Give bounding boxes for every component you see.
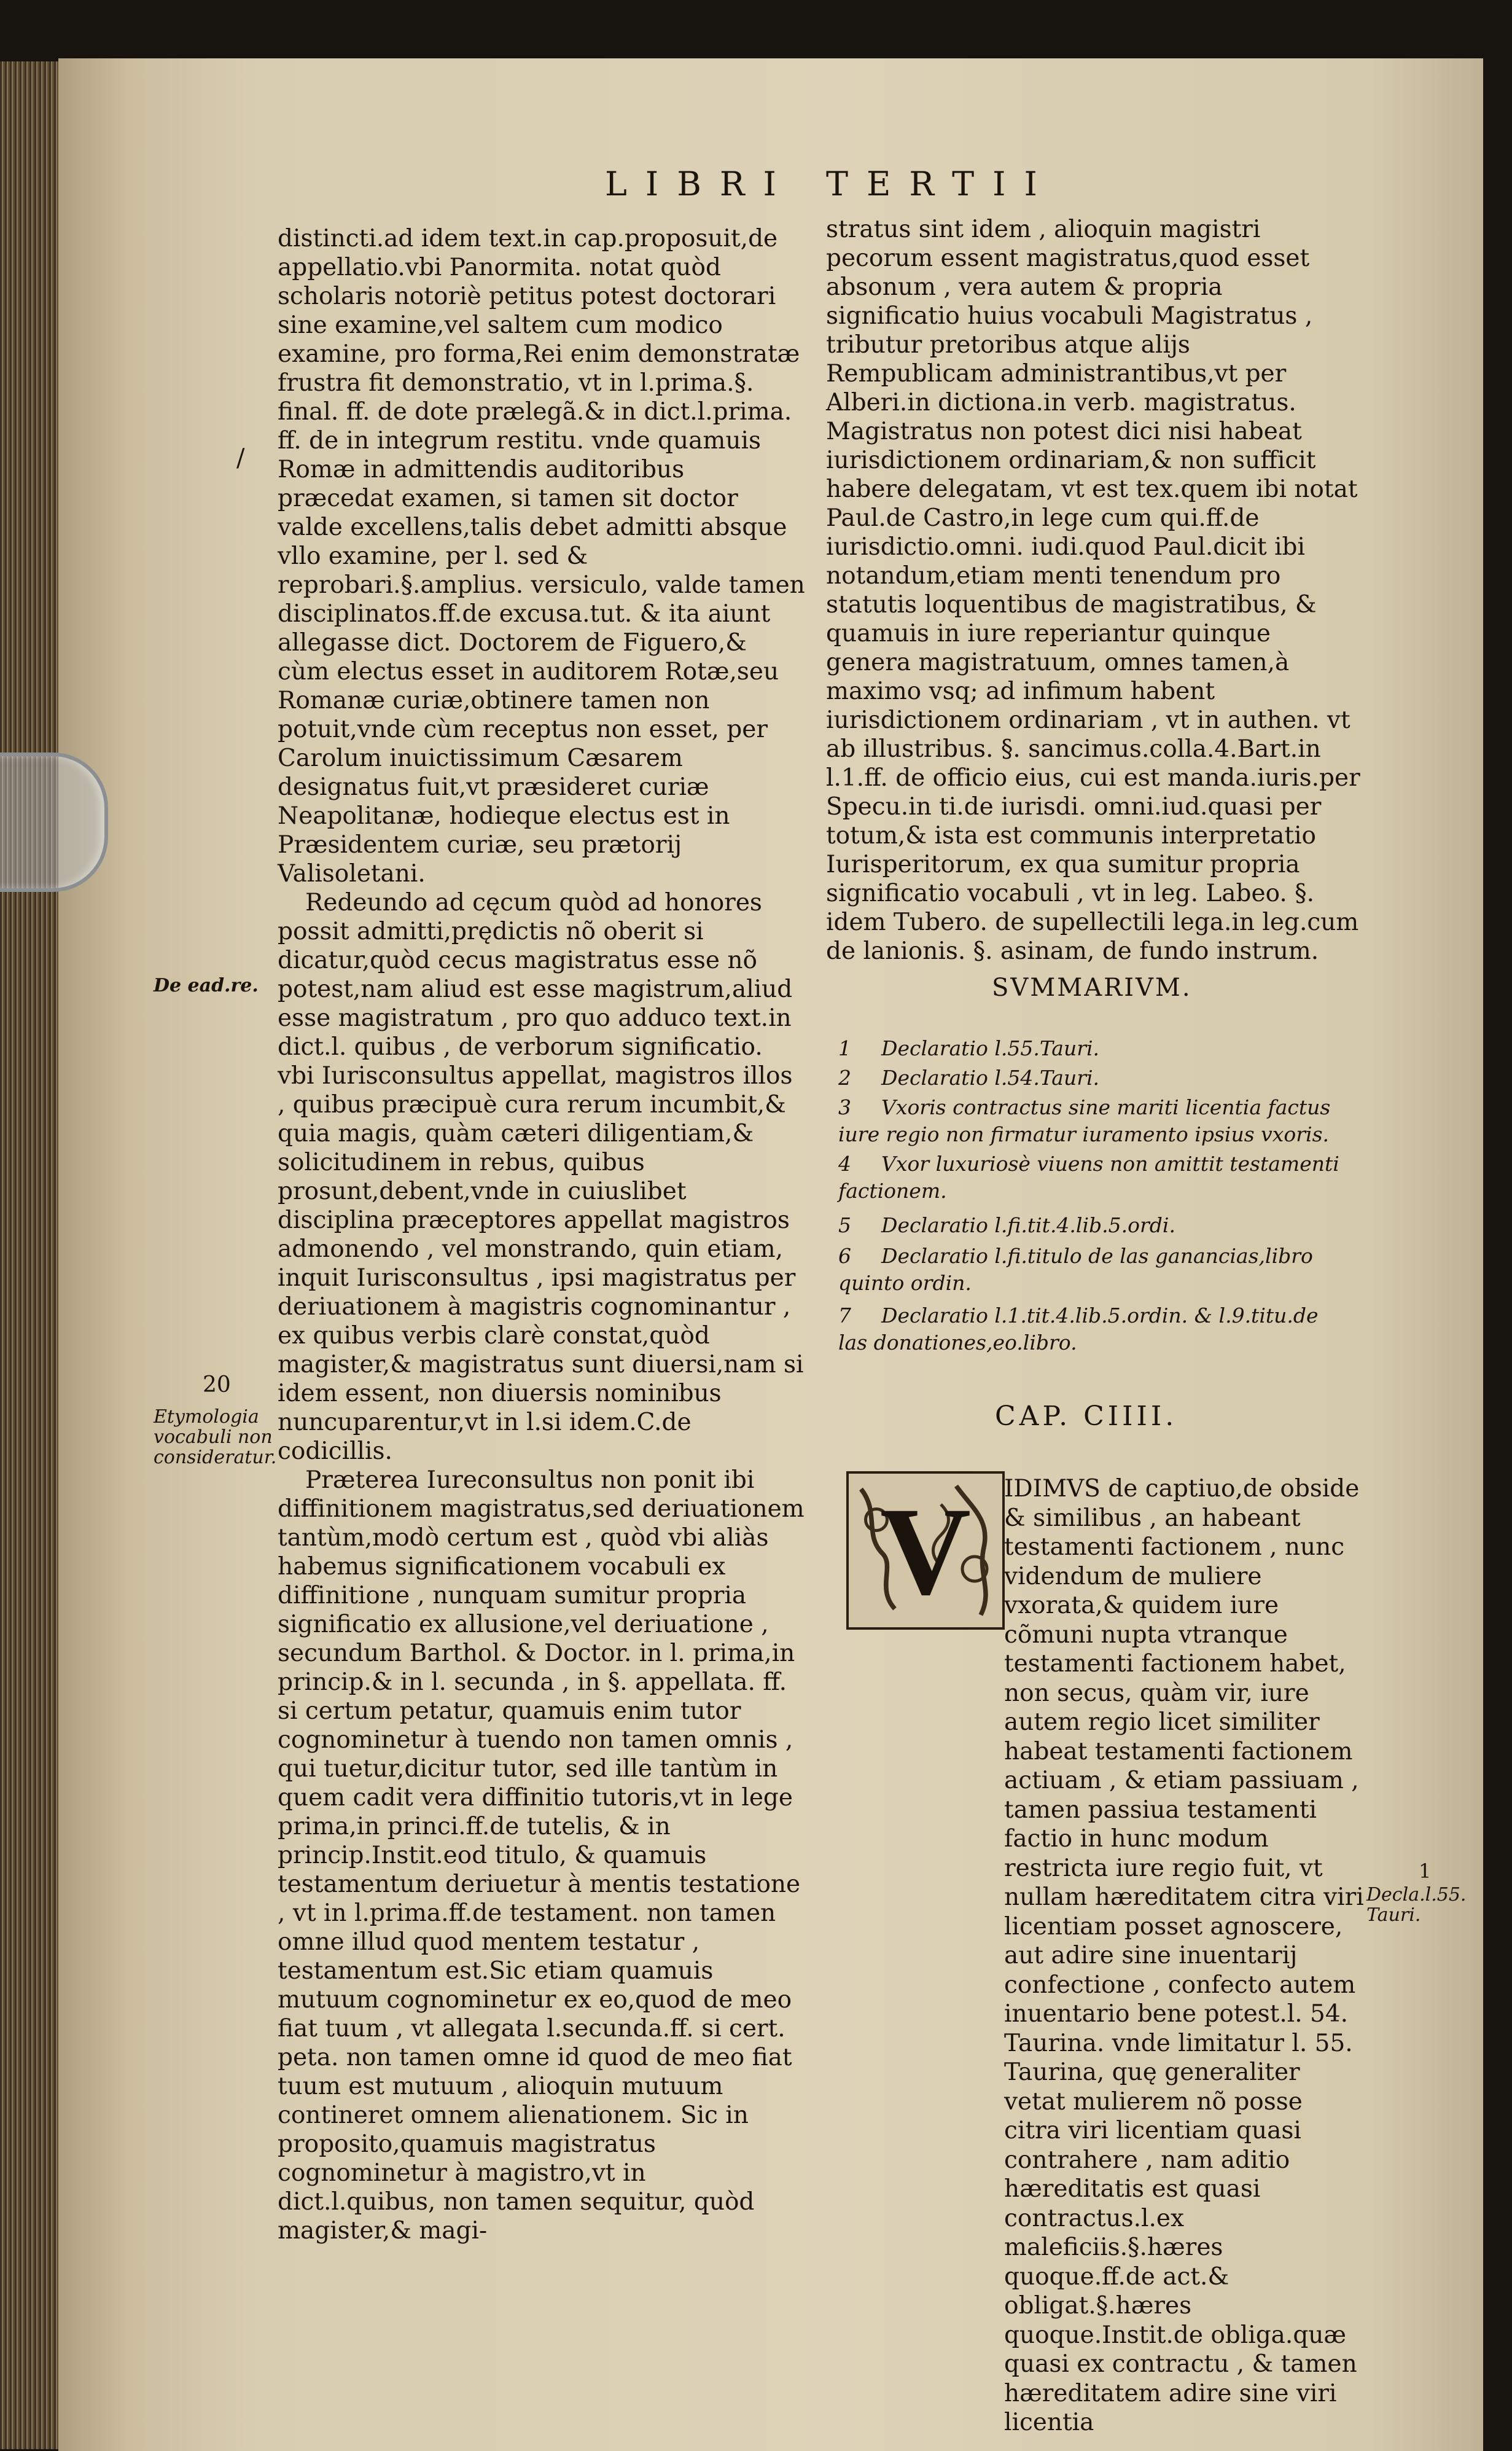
summary-item-number: 1 [838,1036,851,1060]
summary-item-text: Declaratio l.55.Tauri. [881,1036,1100,1060]
summary-item-number: 3 [838,1095,851,1119]
summary-item [838,1035,1342,1062]
summary-item [838,1094,1342,1148]
left-paragraph-1: distincti.ad idem text.in cap.proposuit,de appellatio.vbi Panormita. notat quòd scholaris notoriè petitus potest doctorari sine examine,vel saltem cum modico examine, pro forma,Rei enim demonstratæ frustra fit demonstratio, vt in l.prima.§. final. ff. de dote prælegã.& in dict.l.prima. ff. de in integrum restitu. vnde quamuis Romæ in admittendis auditoribus præcedat examen, si tamen sit doctor valde excellens,talis debet admitti absque vllo examine, per l. sed & reprobari.§.amplius. versiculo, valde tamen disciplinatos.ff.de excusa.tut. & ita aiunt allegasse dict. Doctorem de Figuero,& cùm electus esset in auditorem Rotæ,seu Romanæ curiæ,obtinere tamen non potuit,vnde cùm receptus non esset, per Carolum inuictissimum Cæsarem designatus fuit,vt præsideret curiæ Neapolitanæ, hodieque electus est in Præsidentem curiæ, seu prætorij Valisoletani. [278,225,805,888]
running-head-right: TERTII [826,165,1056,203]
summary-item-number: 4 [838,1152,851,1176]
metal-clip [0,752,108,892]
chapter-title: CAP. CIIII. [995,1401,1178,1432]
margin-note-decla-number: 1 [1419,1859,1432,1883]
left-column [278,224,806,2245]
summary-item [838,1243,1342,1297]
margin-note-etymologia: Etymologia vocabuli non consideratur. [154,1406,277,1468]
summary-item-text: Declaratio l.1.tit.4.lib.5.ordin. & l.9.titu.de las donationes,eo.libro. [838,1304,1319,1354]
left-paragraph-3: Præterea Iureconsultus non ponit ibi diffinitionem magistratus,sed deriuationem tantùm,modò certum est , quòd vbi aliàs habemus significationem vocabuli ex diffinitione , nunquam sumitur propria significatio ex allusione,vel deriuatione , secundum Barthol. & Doctor. in l. prima,in princip.& in l. secunda , in §. appellata. ff. si certum petatur, quamuis enim tutor cognominetur à tuendo non tamen omnis , qui tuetur,dicitur tutor, sed ille tantùm in quem cadit vera diffinitio tutoris,vt in lege prima,in princi.ff.de tutelis, & in princip.Instit.eod titulo, & quamuis testamentum deriuetur à mentis testatione , vt in l.prima.ff.de testament. non tamen omne illud quod mentem testatur , testamentum est.Sic etiam quamuis mutuum cognominetur ex eo,quod de meo fiat tuum , vt allegata l.secunda.ff. si cert. peta. non tamen omne id quod de meo fiat tuum est mutuum , alioquin mutuum contineret omnem alienationem. Sic in proposito,quamuis magistratus cognominetur à magistro,vt in dict.l.quibus, non tamen sequitur, quòd magister,& magi- [278,1466,805,2245]
chapter-opening: IDIMVS de captiuo,de obside & similibus , an habeant testamenti factionem , nunc videndum de muliere vxorata,& quidem iure cõmuni nupta vtranque testamenti factionem habet, non secus, quàm vir, iure autem regio licet similiter habeat testamenti factionem actiuam , & etiam passiuam , tamen passiua testamenti factio in hunc modum restricta iure regio fuit, vt nullam hæreditatem citra viri licentiam posset agnoscere, aut adire sine inuentarij confectione , confecto autem inuentario bene potest.l. 54. Taurina. vnde limitatur l. 55. Taurina, quę generaliter vetat mulierem nõ posse citra viri licentiam quasi contrahere , nam aditio hæreditatis est quasi contractus.l.ex maleficiis.§.hæres quoque.ff.de act.& obligat.§.hæres quoque.Instit.de obliga.quæ quasi ex contractu , & tamen hæreditatem adire sine viri licentia [1004,1475,1364,2436]
summary-item-text: Vxor luxuriosè viuens non amittit testamenti factionem. [838,1152,1339,1203]
summary-item-number: 6 [838,1244,851,1268]
summary-item-text: Declaratio l.fi.tit.4.lib.5.ordi. [881,1213,1175,1237]
margin-note-de-ead-re: De ead.re. [154,975,259,996]
right-column [826,215,1360,966]
running-head-left: LIBRI [605,165,795,203]
left-paragraph-2: Redeundo ad cęcum quòd ad honores possit admitti,prędictis nõ oberit si dicatur,quòd cecus magistratus esse nõ potest,nam aliud est esse magistrum,aliud esse magistratum , pro quo adduco text.in dict.l. quibus , de verborum significatio. vbi Iurisconsultus appellat, magistros illos , quibus præcipuè cura rerum incumbit,& quia magis, quàm cæteri diligentiam,& solicitudinem in rebus, quibus prosunt,debent,vnde in cuiuslibet disciplina præceptores appellat magistros admonendo , vel monstrando, quin etiam, inquit Iurisconsultus , ipsi magistratus per deriuationem à magistris cognominantur , ex quibus verbis clarè constat,quòd magister,& magistratus sunt diuersi,nam si idem essent, non diuersis nominibus nuncuparentur,vt in l.si idem.C.de codicillis. [278,889,804,1465]
summary-item-number: 5 [838,1213,851,1237]
margin-note-number-20: 20 [203,1372,231,1398]
margin-tick-mark: / [236,444,245,472]
summary-item [838,1151,1342,1205]
summary-item [838,1065,1342,1092]
summary-title: SVMMARIVM. [992,974,1192,1002]
margin-note-decla: Decla.l.55. Tauri. [1366,1884,1467,1926]
summary-item-text: Vxoris contractus sine mariti licentia factus iure regio non firmatur iuramento ipsius vxoris. [838,1095,1331,1146]
summary-item-number: 2 [838,1066,851,1090]
initial-letter: V [879,1482,972,1621]
summary-item [838,1302,1342,1356]
summary-item-number: 7 [838,1304,851,1327]
summary-item-text: Declaratio l.54.Tauri. [881,1066,1100,1090]
summary-item-text: Declaratio l.fi.titulo de las ganancias,libro quinto ordin. [838,1244,1313,1295]
right-paragraph: stratus sint idem , alioquin magistri pecorum essent magistratus,quod esset absonum , vera autem & propria significatio huius vocabuli Magistratus , tributur pretoribus atque alijs Rempublicam administrantibus,vt per Alberi.in dictiona.in verb. magistratus. Magistratus non potest dici nisi habeat iurisdictionem ordinariam,& non sufficit habere delegatam, vt est tex.quem ibi notat Paul.de Castro,in lege cum qui.ff.de iurisdictio.omni. iudi.quod Paul.dicit ibi notandum,etiam menti tenendum pro statutis loquentibus de magistratibus, & quamuis in iure reperiantur quinque genera magistratuum, omnes tamen,à maximo vsq; ad infimum habent iurisdictionem ordinariam , vt in authen. vt ab illustribus. §. sancimus.colla.4.Bart.in l.1.ff. de officio eius, cui est manda.iuris.per Specu.in ti.de iurisdi. omni.iud.quasi per totum,& ista est communis interpretatio Iurisperitorum, ex qua sumitur propria significatio vocabuli , vt in leg. Labeo. §. idem Tubero. de supellectili lega.in leg.cum de lanionis. §. asinam, de fundo instrum. [826,216,1360,965]
summary-item [838,1212,1342,1239]
